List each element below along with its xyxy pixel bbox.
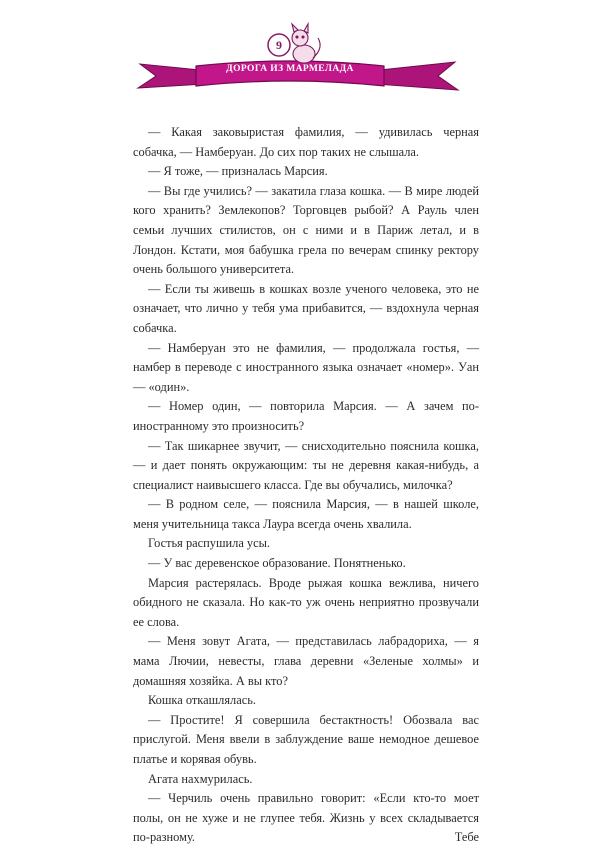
- paragraph: — У вас деревенское образование. Понятненько.: [148, 556, 406, 571]
- paragraph: — Номер один, — повторила Марсия. — А зачем по-иностранному это произносить?: [133, 399, 479, 433]
- paragraph: Кошка откашлялась.: [148, 693, 256, 708]
- paragraph: — Я тоже, — призналась Марсия.: [148, 164, 328, 179]
- paragraph: — Вы где учились? — закатила глаза кошка. — В мире людей кого хранить? Землекопов? Торговцев рыбой? А Рауль член семьи лучших стилистов, он с ними и в Париж летал, и в Лондон. Кстати, моя бабушка грела по вечерам спинку ректору очень большого университета.: [133, 183, 479, 277]
- ribbon-right-tail: [376, 62, 458, 90]
- paragraph: — Намберуан это не фамилия, — продолжала гостья, — намбер в переводе с иностранного языка означает «номер». Уан — «один».: [133, 340, 479, 394]
- cat-illustration-icon: [292, 24, 320, 63]
- paragraph: Гостья распушила усы.: [148, 536, 271, 551]
- paragraph: — Черчиль очень правильно говорит: «Если кто-то моет полы, он не хуже и не глупее тебя. Жизнь у всех складывается по-разному. Тебе: [133, 791, 479, 845]
- ribbon-left-tail: [138, 64, 204, 88]
- paragraph: — Простите! Я совершила бестактность! Обозвала вас прислугой. Меня ввели в заблуждение ваше немодное дешевое платье и корявая обувь.: [133, 712, 479, 766]
- paragraph: — Меня зовут Агата, — представилась лабрадориха, — я мама Лючии, невесты, глава деревни «Зеленые холмы» и домашняя хозяйка. А вы кто?: [133, 634, 479, 688]
- paragraph: — В родном селе, — пояснила Марсия, — в нашей школе, меня учительница такса Лаура всегда очень хвалила.: [133, 497, 479, 531]
- book-text: [133, 123, 479, 848]
- chapter-title: ДОРОГА ИЗ МАРМЕЛАДА: [226, 64, 354, 74]
- paragraph: — Какая заковыристая фамилия, — удивилась черная собачка, — Намберуан. До сих пор таких не слышала.: [133, 125, 479, 159]
- page-number: 9: [276, 38, 282, 52]
- paragraph: Марсия растерялась. Вроде рыжая кошка вежлива, ничего обидного не сказала. Но как-то уж очень неприятно прозвучали ее слова.: [133, 575, 479, 629]
- chapter-header-decoration: [0, 0, 600, 120]
- paragraph: — Так шикарнее звучит, — снисходительно пояснила кошка, — и дает понять окружающим: ты не деревня какая-нибудь, а специалист наивысшего класса. Где вы обучались, милочка?: [133, 438, 479, 492]
- paragraph: Агата нахмурилась.: [148, 771, 253, 786]
- paragraph: — Если ты живешь в кошках возле ученого человека, это не означает, что лично у тебя ума прибавится, — вздохнула черная собачка.: [133, 281, 479, 335]
